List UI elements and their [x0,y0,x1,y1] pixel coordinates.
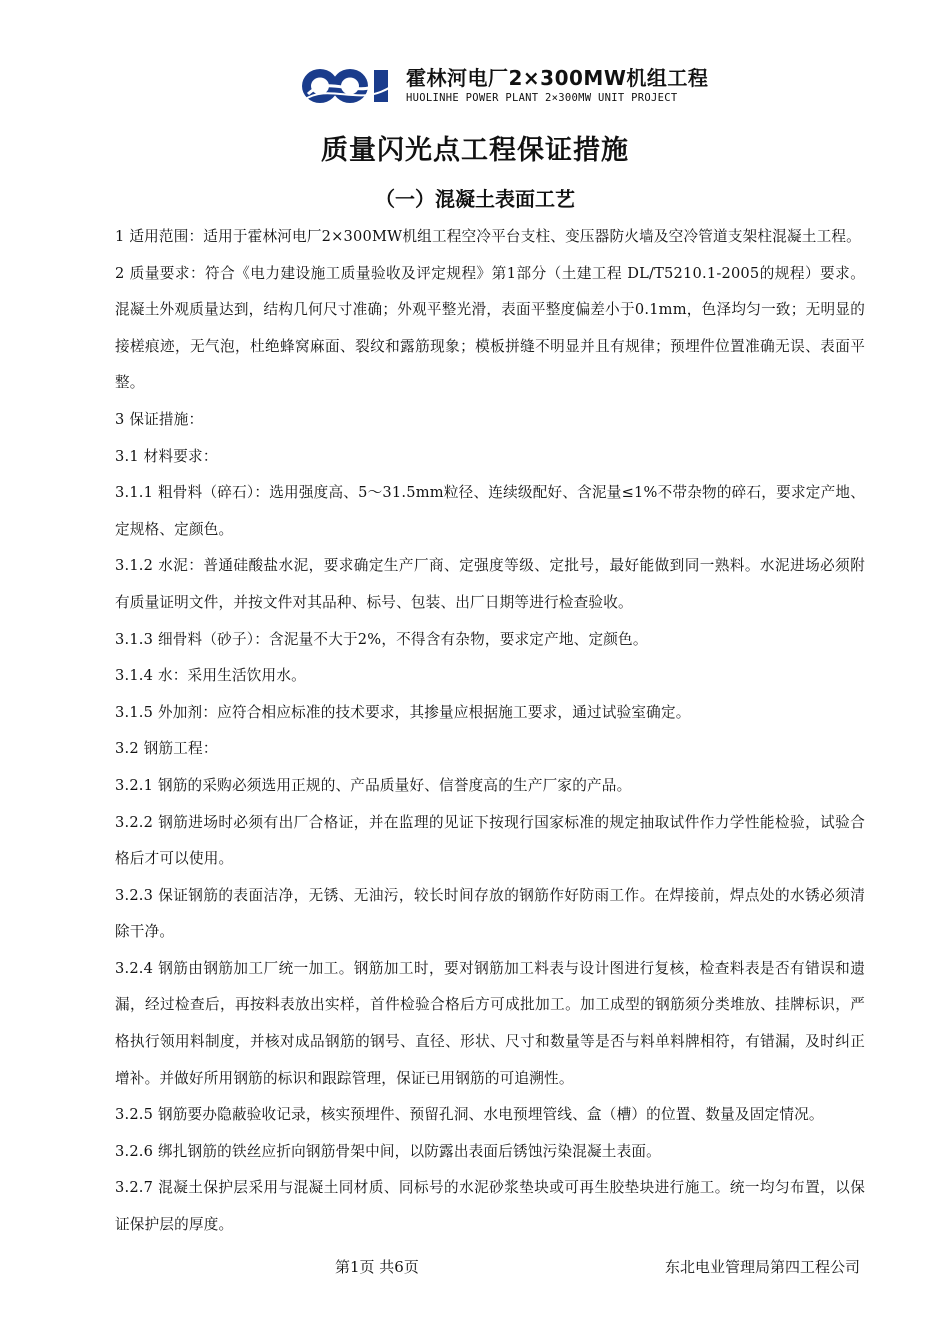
footer-company: 东北电业管理局第四工程公司 [664,1258,860,1276]
section-title: （一）混凝土表面工艺 [375,187,575,211]
paragraph: 3.2.4 钢筋由钢筋加工厂统一加工。钢筋加工时，要对钢筋加工料表与设计图进行复核，检查料表是否有错误和遗漏，经过检查后，再按料表放出实样，首件检验合格后方可成批加工。加工成型的钢筋须分类堆放、挂牌标识，严格执行领用料制度，并核对成品钢筋的钢号、直径、形状、尺寸和数量等是否与料单料牌相符，有错漏，及时纠正增补。并做好所用钢筋的标识和跟踪管理，保证已用钢筋的可追溯性。 [115,959,865,1087]
company-name-en: HUOLINHE POWER PLANT 2×300MW UNIT PROJECT [406,92,678,104]
paragraph: 3.1 材料要求： [115,447,218,465]
paragraph: 3.1.5 外加剂：应符合相应标准的技术要求，其掺量应根据施工要求，通过试验室确定。 [115,703,691,721]
paragraph: 3.2.2 钢筋进场时必须有出厂合格证，并在监理的见证下按现行国家标准的规定抽取试件作力学性能检验，试验合格后才可以使用。 [115,813,865,868]
paragraph: 3.1.1 粗骨料（碎石）：选用强度高、5～31.5mm粒径、连续级配好、含泥量≤1%不带杂物的碎石，要求定产地、定规格、定颜色。 [115,484,865,538]
paragraph: 3.2 钢筋工程： [115,740,218,758]
paragraph: 3.2.1 钢筋的采购必须选用正规的、产品质量好、信誉度高的生产厂家的产品。 [115,776,632,794]
huolinhe-logo-icon [300,64,396,108]
paragraph: 1 适用范围：适用于霍林河电厂2×300MW机组工程空冷平台支柱、变压器防火墙及空冷管道支架柱混凝土工程。 [115,228,861,245]
paragraph: 3 保证措施： [115,410,204,428]
company-name-cn: 霍林河电厂2×300MW机组工程 [406,66,709,90]
paragraph: 3.2.7 混凝土保护层采用与混凝土同材质、同标号的水泥砂浆垫块或可再生胶垫块进行施工。统一均匀布置，以保证保护层的厚度。 [115,1179,865,1234]
paragraph: 3.2.6 绑扎钢筋的铁丝应折向钢筋骨架中间，以防露出表面后锈蚀污染混凝土表面。 [115,1142,661,1160]
paragraph: 3.1.2 水泥：普通硅酸盐水泥，要求确定生产厂商、定强度等级、定批号，最好能做到同一熟料。水泥进场必须附有质量证明文件，并按文件对其品种、标号、包装、出厂日期等进行检查验收。 [115,557,865,611]
paragraph: 2 质量要求：符合《电力建设施工质量验收及评定规程》第1部分（土建工程 DL/T5210.1-2005的规程）要求。混凝土外观质量达到，结构几何尺寸准确；外观平整光滑，表面平整度偏差小于0.1mm，色泽均匀一致；无明显的接槎痕迹，无气泡，杜绝蜂窝麻面、裂纹和露筋现象；模板拼缝不明显并且有规律；预埋件位置准确无误、表面平整。 [115,264,865,392]
document-body [115,219,865,1244]
paragraph: 3.1.3 细骨料（砂子）：含泥量不大于2%，不得含有杂物，要求定产地、定颜色。 [115,630,648,648]
paragraph: 3.2.3 保证钢筋的表面洁净，无锈、无油污，较长时间存放的钢筋作好防雨工作。在焊接前，焊点处的水锈必须清除干净。 [115,886,865,941]
document-title: 质量闪光点工程保证措施 [321,135,629,166]
paragraph: 3.2.5 钢筋要办隐蔽验收记录，核实预埋件、预留孔洞、水电预埋管线、盒（槽）的位置、数量及固定情况。 [115,1106,824,1124]
paragraph: 3.1.4 水：采用生活饮用水。 [115,667,306,685]
document-header [300,60,720,116]
page-number: 第1页 共6页 [335,1258,419,1276]
